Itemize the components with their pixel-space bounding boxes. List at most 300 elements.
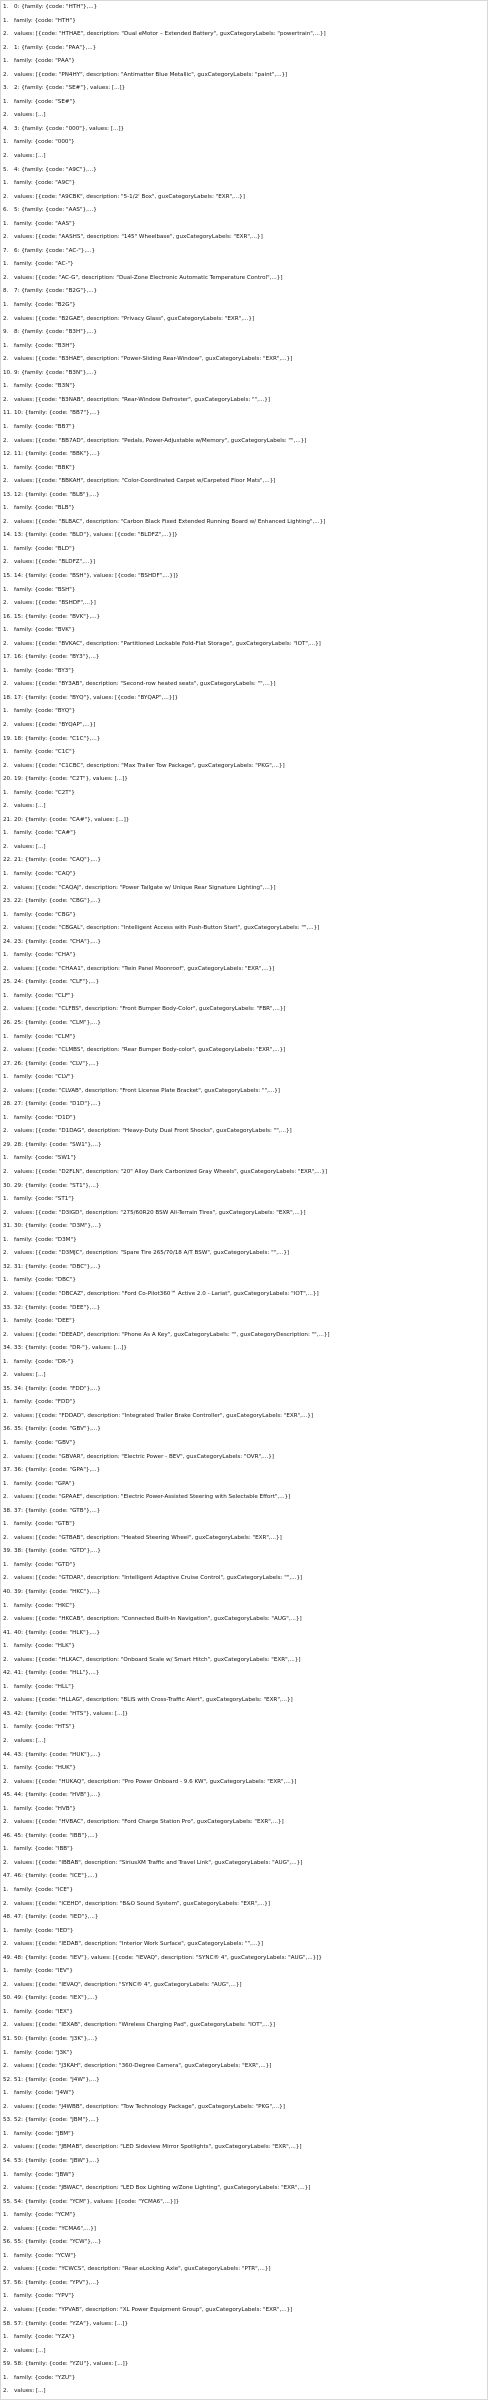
line-text: values: [{code: "IEXAB", description: "Wireless Charging Pad", guxCategoryLabels: "IOT",...}]	[14, 2022, 276, 2029]
listing-line	[1, 2033, 487, 2046]
listing-line	[1, 787, 487, 800]
line-text: 1: {family: {code: "PAA"},...}	[14, 44, 97, 51]
line-number: 1.	[3, 1968, 9, 1975]
line-number: 2.	[3, 153, 9, 160]
line-number: 1.	[3, 1236, 9, 1243]
listing-line	[1, 1952, 487, 1965]
listing-line	[1, 678, 487, 691]
line-number: 1.	[3, 627, 9, 634]
listing-line	[1, 1410, 487, 1423]
listing-line	[1, 1302, 487, 1315]
line-text: values: [{code: "BB7AD", description: "Pedals, Power-Adjustable w/Memory", guxCategoryLabels: "",...}]	[14, 437, 307, 444]
line-text: family: {code: "A9C"}	[14, 180, 76, 187]
line-text: 9: {family: {code: "B3N"},...}	[14, 369, 97, 376]
listing-line	[1, 868, 487, 881]
line-text: family: {code: "B3H"}	[14, 342, 76, 349]
line-number: 1.	[3, 1196, 9, 1203]
line-number: 1.	[3, 871, 9, 877]
listing-line	[1, 2331, 487, 2344]
line-number: 10.	[3, 369, 12, 376]
listing-line	[1, 1721, 487, 1734]
line-number: 3.	[3, 85, 9, 92]
line-text: values: [{code: "B3HAE", description: "Power-Sliding Rear-Window", guxCategoryLabels: "EXR",...}]	[14, 356, 293, 363]
line-number: 2.	[3, 274, 9, 281]
listing-line	[1, 2155, 487, 2168]
line-number: 1.	[3, 464, 9, 471]
line-text: values: [...]	[14, 112, 46, 119]
line-number: 2.	[3, 2347, 9, 2354]
line-number: 28.	[3, 1101, 12, 1108]
line-text: 21: {family: {code: "CAQ"},...}	[14, 857, 101, 864]
line-number: 53.	[3, 2117, 12, 2124]
line-text: family: {code: "AAS"}	[14, 220, 76, 227]
listing-line	[1, 1532, 487, 1545]
line-number: 55.	[3, 2198, 12, 2205]
line-text: 14: {family: {code: "BSH"}, values: [{code: "BSHDF",...}]}	[14, 572, 179, 579]
line-text: values: [{code: "BY3AB", description: "Second-row heated seats", guxCategoryLabels: "",...}]	[14, 681, 276, 688]
line-number: 2.	[3, 600, 9, 607]
line-text: values: [{code: "AASHS", description: "145" Wheelbase", guxCategoryLabels: "EXR",...}]	[14, 234, 263, 241]
listing-line	[1, 1559, 487, 1572]
listing-line	[1, 705, 487, 718]
line-text: values: [{code: "CBGAL", description: "Intelligent Access with Push-Button Start", guxCategoryLabels: "",...}]	[14, 925, 320, 932]
line-number: 2.	[3, 965, 9, 972]
line-number: 2.	[3, 2144, 9, 2151]
listing-line	[1, 1193, 487, 1206]
line-number: 59.	[3, 2361, 12, 2368]
line-text: family: {code: "CLF"}	[14, 992, 75, 999]
line-number: 34.	[3, 1345, 12, 1352]
listing-line	[1, 963, 487, 976]
line-number: 54.	[3, 2157, 12, 2164]
line-number: 6.	[3, 207, 9, 214]
listing-line	[1, 1911, 487, 1924]
listing-line	[1, 258, 487, 271]
line-text: family: {code: "DEE"}	[14, 1318, 76, 1325]
line-number: 2.	[3, 925, 9, 932]
line-text: family: {code: "CHA"}	[14, 952, 76, 959]
listing-line	[1, 2087, 487, 2100]
listing-line	[1, 746, 487, 759]
line-number: 2.	[3, 2388, 9, 2395]
line-text: family: {code: "IBB"}	[14, 1846, 74, 1853]
line-text: values: [{code: "C1CBC", description: "Max Trailer Tow Package", guxCategoryLabels: "PKG",...}]	[14, 762, 285, 769]
line-number: 1.	[3, 342, 9, 349]
line-text: family: {code: "CBG"}	[14, 911, 76, 918]
line-text: family: {code: "SW1"}	[14, 1155, 77, 1162]
line-text: 50: {family: {code: "J3K"},...}	[14, 2036, 98, 2043]
line-text: values: [{code: "D1DAG", description: "Heavy-Duty Dual Front Shocks", guxCategoryLabels: "",...}]	[14, 1128, 292, 1135]
listing-line	[1, 773, 487, 786]
line-number: 45.	[3, 1792, 12, 1799]
line-number: 32.	[3, 1263, 12, 1270]
listing-line	[1, 1708, 487, 1721]
line-number: 1.	[3, 98, 9, 105]
line-text: 10: {family: {code: "BB7"},...}	[14, 410, 101, 417]
line-number: 21.	[3, 816, 12, 823]
listing-line	[1, 123, 487, 136]
listing-line	[1, 1369, 487, 1382]
line-number: 49.	[3, 1954, 12, 1961]
line-text: family: {code: "HLL"}	[14, 1683, 75, 1690]
line-text: values: [{code: "GBVAR", description: "Electric Power - BEV", guxCategoryLabels: "OVR",...}]	[14, 1453, 274, 1460]
line-number: 1.	[3, 423, 9, 430]
line-text: 40: {family: {code: "HLK"},...}	[14, 1629, 100, 1636]
listing-line	[1, 1830, 487, 1843]
line-number: 2.	[3, 315, 9, 322]
line-text: family: {code: "YCW"}	[14, 2252, 77, 2259]
line-number: 43.	[3, 1710, 12, 1717]
listing-line	[1, 1979, 487, 1992]
line-number: 1.	[3, 1927, 9, 1934]
listing-line	[1, 1545, 487, 1558]
listing-line	[1, 69, 487, 82]
line-text: 48: {family: {code: "IEV"}, values: [{code: "IEVAQ", description: "SYNC® 4", guxCategoryLabels: "AUG",...}]}	[14, 1954, 322, 1961]
line-number: 41.	[3, 1629, 12, 1636]
line-text: values: [{code: "DBCAZ", description: "Ford Co-Pilot360™ Active 2.0 - Lariat", guxCategoryLabels: "IOT",...}]	[14, 1290, 319, 1297]
line-text: values: [{code: "IEDAB", description: "Interior Work Surface", guxCategoryLabels: "",...}]	[14, 1941, 264, 1948]
line-number: 2.	[3, 2225, 9, 2232]
line-text: 23: {family: {code: "CHA"},...}	[14, 938, 101, 945]
line-text: 11: {family: {code: "BBK"},...}	[14, 451, 101, 458]
line-text: 52: {family: {code: "JBM"},...}	[14, 2117, 100, 2124]
listing-line	[1, 1071, 487, 1084]
line-text: values: [{code: "YCWCS", description: "Rear eLocking Axle", guxCategoryLabels: "PTR",...}]	[14, 2266, 271, 2273]
line-number: 1.	[3, 1805, 9, 1812]
line-number: 58.	[3, 2320, 12, 2327]
listing-line	[1, 2263, 487, 2276]
listing-line	[1, 28, 487, 41]
line-number: 1.	[3, 1643, 9, 1650]
listing-line	[1, 1884, 487, 1897]
line-text: 36: {family: {code: "GPA"},...}	[14, 1467, 101, 1474]
listing-line	[1, 1356, 487, 1369]
line-text: family: {code: "YZA"}	[14, 2334, 76, 2341]
line-number: 2.	[3, 2022, 9, 2029]
line-number: 1.	[3, 17, 9, 24]
line-number: 1.	[3, 1033, 9, 1040]
line-text: values: [{code: "ICEHD", description: "B&O Sound System", guxCategoryLabels: "EXR",...}]	[14, 1900, 271, 1907]
listing-line	[1, 1125, 487, 1138]
line-text: 20: {family: {code: "CA#"}, values: [...]}	[14, 816, 130, 823]
line-text: 43: {family: {code: "HUK"},...}	[14, 1751, 101, 1758]
line-text: 12: {family: {code: "BLB"},...}	[14, 491, 100, 498]
listing-line	[1, 231, 487, 244]
line-text: family: {code: "IEV"}	[14, 1968, 73, 1975]
listing-line	[1, 2345, 487, 2358]
line-number: 1.	[3, 505, 9, 512]
listing-line	[1, 1342, 487, 1355]
listing-line	[1, 1789, 487, 1802]
line-number: 2.	[3, 1981, 9, 1988]
listing-line	[1, 136, 487, 149]
listing-line	[1, 1166, 487, 1179]
listing-line	[1, 529, 487, 542]
line-number: 24.	[3, 938, 12, 945]
listing-line	[1, 285, 487, 298]
line-number: 22.	[3, 857, 12, 864]
listing-line	[1, 1085, 487, 1098]
line-text: values: [...]	[14, 843, 46, 850]
line-number: 36.	[3, 1426, 12, 1433]
line-text: family: {code: "000"}	[14, 139, 75, 146]
listing-line	[1, 218, 487, 231]
line-number: 2.	[3, 478, 9, 485]
line-text: values: [{code: "JBWAC", description: "LED Box Lighting w/Zone Lighting", guxCategoryLabels: "EXR",...}]	[14, 2185, 311, 2192]
line-text: family: {code: "HKC"}	[14, 1602, 76, 1609]
line-text: 19: {family: {code: "C2T"}, values: [...]}	[14, 776, 128, 783]
line-text: values: [{code: "D3IGD", description: "275/60R20 BSW All-Terrain Tires", guxCategoryLabels: "EXR",...}]	[14, 1209, 306, 1216]
line-text: values: [{code: "BVKAC", description: "Partitioned Lockable Fold-Flat Storage", guxCategoryLabels: "IOT",...}]	[14, 640, 321, 647]
listing-line	[1, 854, 487, 867]
listing-line	[1, 597, 487, 610]
line-number: 1.	[3, 1318, 9, 1325]
line-number: 1.	[3, 1683, 9, 1690]
line-number: 9.	[3, 329, 9, 336]
listing-line	[1, 1667, 487, 1680]
line-number: 2.	[3, 1900, 9, 1907]
line-number: 2.	[3, 884, 9, 891]
line-number: 2.	[3, 2185, 9, 2192]
listing-line	[1, 2006, 487, 2019]
line-number: 15.	[3, 572, 12, 579]
line-number: 2.	[3, 193, 9, 200]
line-number: 23.	[3, 898, 12, 905]
line-text: values: [{code: "BLBAC", description: "Carbon Black Fixed Extended Running Board w/ Enhanced Lighting",...}]	[14, 518, 326, 525]
listing-line	[1, 2372, 487, 2385]
listing-line	[1, 2277, 487, 2290]
line-number: 1.	[3, 1439, 9, 1446]
line-number: 50.	[3, 1995, 12, 2002]
line-text: values: [{code: "HUKAQ", description: "Pro Power Onboard - 9.6 KW", guxCategoryLabels: "EXR",...}]	[14, 1778, 297, 1785]
listing-line	[1, 2250, 487, 2263]
line-number: 1.	[3, 1846, 9, 1853]
line-number: 1.	[3, 911, 9, 918]
line-number: 1.	[3, 2212, 9, 2219]
listing-line	[1, 326, 487, 339]
line-number: 2.	[3, 1128, 9, 1135]
line-number: 2.	[3, 1453, 9, 1460]
listing-line	[1, 435, 487, 448]
line-text: values: [{code: "CAQAJ", description: "Power Tailgate w/ Unique Rear Signature Lighting",...}]	[14, 884, 276, 891]
line-text: 31: {family: {code: "DBC"},...}	[14, 1263, 101, 1270]
listing-line	[1, 109, 487, 122]
line-number: 2.	[3, 1494, 9, 1501]
line-number: 1.	[3, 383, 9, 390]
listing-line	[1, 2019, 487, 2032]
line-text: family: {code: "AC-"}	[14, 261, 74, 268]
line-number: 2.	[3, 1778, 9, 1785]
line-number: 2.	[3, 1331, 9, 1338]
listing-line	[1, 191, 487, 204]
line-text: values: [{code: "AC-G", description: "Dual-Zone Electronic Automatic Temperature Control",...}]	[14, 274, 283, 281]
line-text: values: [...]	[14, 2388, 46, 2395]
listing-line	[1, 1992, 487, 2005]
listing-line	[1, 2358, 487, 2371]
line-text: values: [{code: "D2FLN", description: "20" Alloy Dark Carbonized Gray Wheels", guxCategoryLabels: "EXR",...}]	[14, 1169, 328, 1176]
line-number: 2.	[3, 1169, 9, 1176]
listing-line	[1, 2209, 487, 2222]
line-number: 18.	[3, 694, 12, 701]
line-number: 1.	[3, 1602, 9, 1609]
line-text: values: [{code: "GTDAR", description: "Intelligent Adaptive Cruise Control", guxCategoryLabels: "",...}]	[14, 1575, 303, 1582]
listing-line	[1, 1112, 487, 1125]
listing-line	[1, 96, 487, 109]
line-text: family: {code: "HTH"}	[14, 17, 76, 24]
listing-line	[1, 1694, 487, 1707]
line-number: 1.	[3, 2334, 9, 2341]
listing-line	[1, 909, 487, 922]
line-text: family: {code: "BLD"}	[14, 545, 76, 552]
line-text: values: [{code: "YPVAB", description: "XL Power Equipment Group", guxCategoryLabels: "EXR",...}]	[14, 2306, 293, 2313]
line-text: values: [{code: "FDDAD", description: "Integrated Trailer Brake Controller", guxCategoryLabels: "EXR",...}]	[14, 1412, 314, 1419]
line-text: family: {code: "D3M"}	[14, 1236, 77, 1243]
listing-line	[1, 42, 487, 55]
line-text: family: {code: "BYQ"}	[14, 708, 76, 715]
listing-line	[1, 55, 487, 68]
line-text: family: {code: "BB7"}	[14, 423, 76, 430]
line-number: 2.	[3, 1250, 9, 1257]
line-text: family: {code: "JBW"}	[14, 2171, 75, 2178]
line-number: 1.	[3, 139, 9, 146]
listing-line	[1, 800, 487, 813]
line-number: 2.	[3, 1290, 9, 1297]
line-text: 27: {family: {code: "D1D"},...}	[14, 1101, 102, 1108]
listing-line	[1, 1491, 487, 1504]
listing-line	[1, 2101, 487, 2114]
line-number: 2.	[3, 1087, 9, 1094]
line-text: family: {code: "HTS"}	[14, 1724, 76, 1731]
listing-line	[1, 2182, 487, 2195]
line-number: 46.	[3, 1832, 12, 1839]
listing-line	[1, 1031, 487, 1044]
line-number: 1.	[3, 2090, 9, 2097]
line-number: 1.	[3, 1724, 9, 1731]
listing-line	[1, 340, 487, 353]
listing-line	[1, 922, 487, 935]
line-text: 32: {family: {code: "DEE"},...}	[14, 1304, 101, 1311]
line-number: 37.	[3, 1467, 12, 1474]
line-text: 51: {family: {code: "J4W"},...}	[14, 2076, 100, 2083]
line-number: 27.	[3, 1060, 12, 1067]
listing-line	[1, 692, 487, 705]
listing-line	[1, 516, 487, 529]
line-number: 2.	[3, 640, 9, 647]
line-text: 56: {family: {code: "YPV"},...}	[14, 2279, 100, 2286]
line-number: 8.	[3, 288, 9, 295]
line-number: 2.	[3, 234, 9, 241]
listing-line	[1, 1857, 487, 1870]
line-number: 1.	[3, 220, 9, 227]
line-text: family: {code: "PAA"}	[14, 58, 75, 65]
line-text: 15: {family: {code: "BVK"},...}	[14, 613, 101, 620]
listing-line	[1, 1965, 487, 1978]
listing-line	[1, 882, 487, 895]
line-number: 2.	[3, 681, 9, 688]
listing-line	[1, 448, 487, 461]
listing-line	[1, 665, 487, 678]
listing-line	[1, 556, 487, 569]
listing-line	[1, 502, 487, 515]
line-number: 2.	[3, 843, 9, 850]
line-number: 2.	[3, 721, 9, 728]
line-number: 14.	[3, 532, 12, 539]
line-number: 1.	[3, 1765, 9, 1772]
line-number: 2.	[3, 437, 9, 444]
line-number: 1.	[3, 708, 9, 715]
line-text: values: [...]	[14, 803, 46, 810]
line-number: 2.	[3, 1372, 9, 1379]
line-text: 24: {family: {code: "CLF"},...}	[14, 979, 100, 986]
line-number: 38.	[3, 1507, 12, 1514]
line-text: values: [{code: "PN4HY", description: "Antimatter Blue Metallic", guxCategoryLabels: "paint",...}]	[14, 71, 288, 78]
line-number: 1.	[3, 586, 9, 593]
line-text: 4: {family: {code: "A9C"},...}	[14, 166, 97, 173]
line-text: 28: {family: {code: "SW1"},...}	[14, 1141, 102, 1148]
listing-line	[1, 651, 487, 664]
listing-line	[1, 2385, 487, 2398]
listing-line	[1, 1437, 487, 1450]
line-text: values: [{code: "J3KAH", description: "360-Degree Camera", guxCategoryLabels: "EXR",...}]	[14, 2063, 272, 2070]
line-number: 1.	[3, 667, 9, 674]
listing-line	[1, 1274, 487, 1287]
line-number: 1.	[3, 952, 9, 959]
line-text: family: {code: "J3K"}	[14, 2049, 73, 2056]
line-text: family: {code: "FDD"}	[14, 1399, 76, 1406]
line-number: 1.	[3, 2252, 9, 2259]
line-number: 2.	[3, 356, 9, 363]
line-text: 42: {family: {code: "HTS"}, values: [...]}	[14, 1710, 129, 1717]
line-text: family: {code: "CAQ"}	[14, 871, 76, 877]
listing-line	[1, 2236, 487, 2249]
line-text: 38: {family: {code: "GTD"},...}	[14, 1548, 101, 1555]
line-text: values: [{code: "B3NAB", description: "Rear-Window Defroster", guxCategoryLabels: "",...}]	[14, 396, 271, 403]
line-number: 2.	[3, 2103, 9, 2110]
line-number: 1.	[3, 1399, 9, 1406]
line-number: 1.	[3, 2374, 9, 2381]
line-number: 1.	[3, 789, 9, 796]
line-number: 2.	[3, 762, 9, 769]
line-number: 29.	[3, 1141, 12, 1148]
line-text: values: [...]	[14, 1372, 46, 1379]
listing-line	[1, 299, 487, 312]
line-number: 2.	[3, 1616, 9, 1623]
listing-line	[1, 1654, 487, 1667]
listing-line	[1, 624, 487, 637]
line-text: family: {code: "GTD"}	[14, 1561, 76, 1568]
line-text: family: {code: "GPA"}	[14, 1480, 76, 1487]
line-number: 33.	[3, 1304, 12, 1311]
line-text: values: [...]	[14, 1738, 46, 1744]
line-text: family: {code: "GTB"}	[14, 1521, 76, 1528]
listing-line	[1, 611, 487, 624]
listing-line	[1, 1098, 487, 1111]
line-number: 1.	[3, 2049, 9, 2056]
line-number: 1.	[3, 1114, 9, 1121]
listing-line	[1, 1749, 487, 1762]
line-number: 11.	[3, 410, 12, 417]
line-text: 3: {family: {code: "000"}, values: [...]}	[14, 125, 125, 132]
line-number: 2.	[3, 2306, 9, 2313]
listing-line	[1, 164, 487, 177]
line-text: family: {code: "D1D"}	[14, 1114, 77, 1121]
line-number: 1.	[3, 2130, 9, 2137]
line-number: 2.	[3, 2266, 9, 2273]
listing-line	[1, 1627, 487, 1640]
listing-line	[1, 380, 487, 393]
line-number: 35.	[3, 1385, 12, 1392]
line-text: family: {code: "CLM"}	[14, 1033, 76, 1040]
